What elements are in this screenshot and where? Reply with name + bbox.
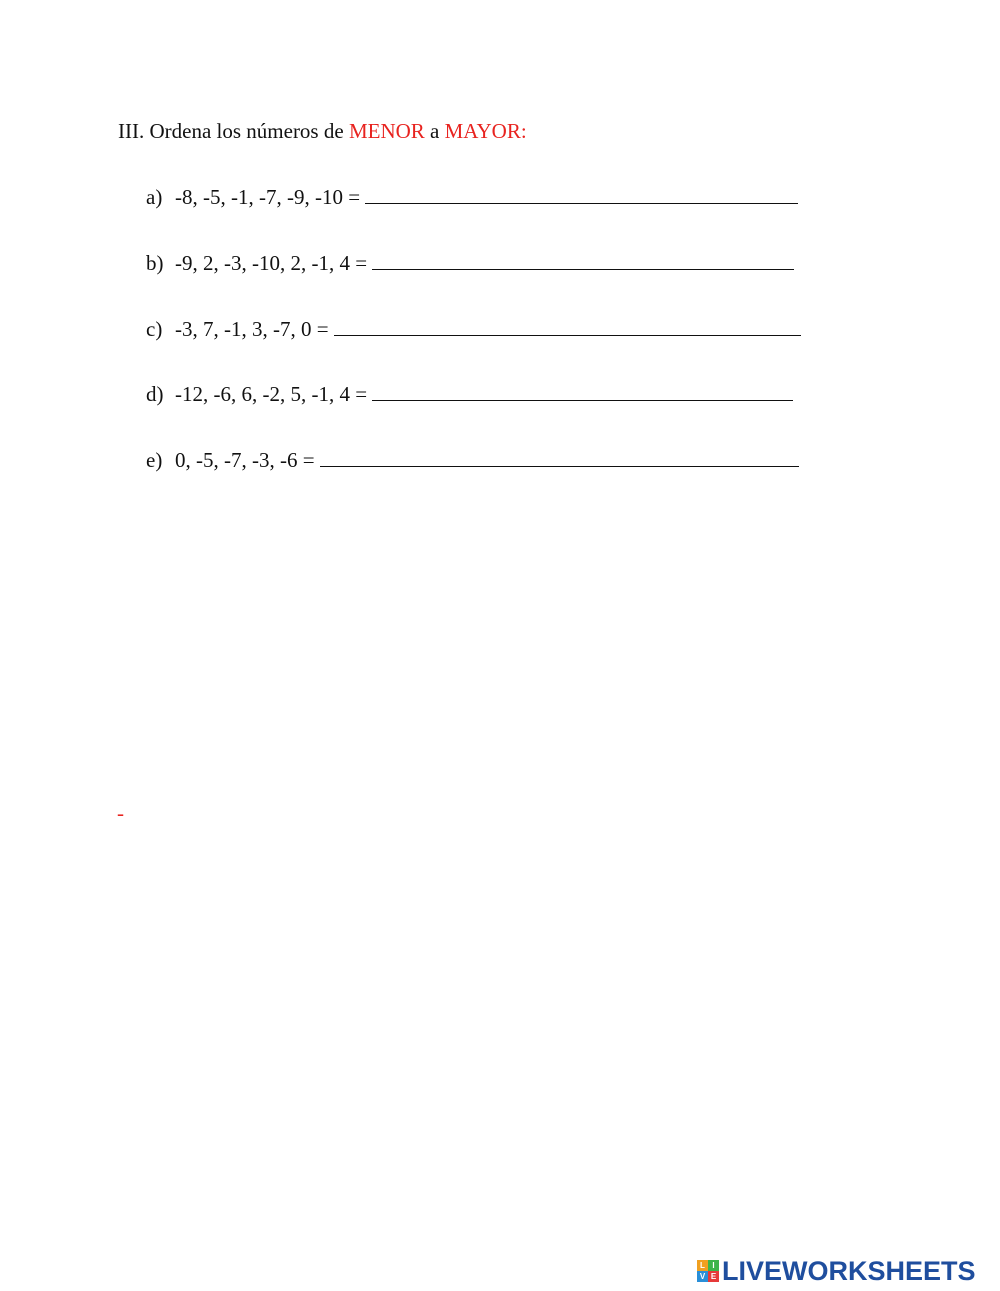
exercise-e <box>146 446 799 473</box>
heading-connector: a <box>424 119 445 143</box>
exercise-letter: d) <box>146 382 164 406</box>
heading-word-menor: MENOR <box>348 119 425 143</box>
icon-tile-v: V <box>697 1271 708 1282</box>
exercise-b <box>146 249 794 276</box>
exercise-numbers: -8, -5, -1, -7, -9, -10 = <box>175 185 361 209</box>
liveworksheets-logo <box>697 1256 976 1286</box>
exercise-c <box>146 315 801 342</box>
exercise-numbers: -3, 7, -1, 3, -7, 0 = <box>175 317 329 341</box>
exercise-a <box>146 183 798 210</box>
exercise-numbers: -9, 2, -3, -10, 2, -1, 4 = <box>175 251 368 275</box>
liveworksheets-icon <box>697 1260 719 1282</box>
exercise-d <box>146 380 793 407</box>
exercise-numbers: -12, -6, 6, -2, 5, -1, 4 = <box>175 382 368 406</box>
answer-line[interactable] <box>372 380 793 401</box>
liveworksheets-wordmark: LIVEWORKSHEETS <box>722 1256 976 1286</box>
stray-dash-mark: - <box>117 801 124 825</box>
icon-tile-l: L <box>697 1260 708 1271</box>
answer-line[interactable] <box>334 315 801 336</box>
heading-word-mayor: MAYOR: <box>444 119 527 143</box>
answer-line[interactable] <box>372 249 794 270</box>
icon-tile-e: E <box>708 1271 719 1282</box>
exercise-numbers: 0, -5, -7, -3, -6 = <box>175 448 315 472</box>
exercise-letter: b) <box>146 251 164 275</box>
exercise-letter: a) <box>146 185 163 209</box>
answer-line[interactable] <box>320 446 799 467</box>
icon-tile-i: I <box>708 1260 719 1271</box>
worksheet-heading <box>118 118 527 144</box>
heading-prefix: III. Ordena los números de <box>118 119 349 143</box>
answer-line[interactable] <box>365 183 798 204</box>
exercise-letter: c) <box>146 317 163 341</box>
exercise-letter: e) <box>146 448 163 472</box>
